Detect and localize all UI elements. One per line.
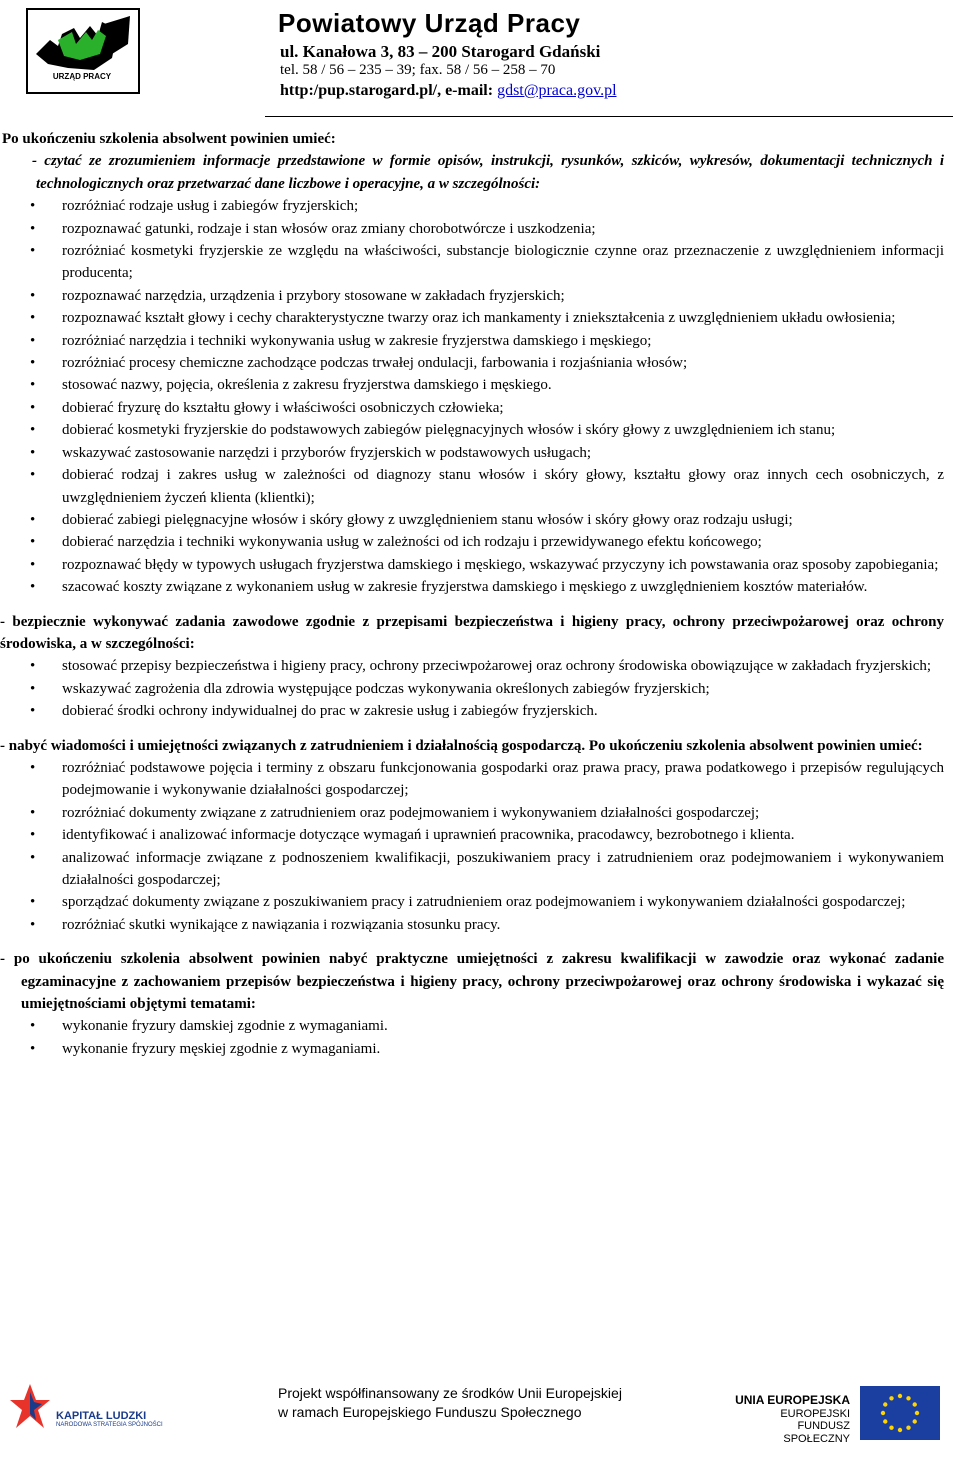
email-link[interactable]: gdst@praca.gov.pl: [497, 82, 617, 99]
list-item: • dobierać fryzurę do kształtu głowy i właściwości osobniczych człowieka;: [0, 397, 944, 419]
eu-fund-label: [730, 1394, 850, 1445]
intro-text: - czytać ze zrozumieniem informacje przedstawione w formie opisów, instrukcji, rysunków, szkiców, wykresów, dokumentacji technicznych i technologicznych oraz przetwarzać dane liczbowe i operacyjne, a w szczególności:: [32, 153, 944, 192]
list-item: • identyfikować i analizować informacje dotyczące wymagań i uprawnień pracownika, pracodawcy, bezrobotnego i klienta.: [0, 824, 944, 846]
list-item: • rozpoznawać narzędzia, urządzenia i przybory stosowane w zakładach fryzjerskich;: [0, 285, 944, 307]
list-item: • dobierać środki ochrony indywidualnej do prac w zakresie usług i zabiegów fryzjerskich.: [0, 700, 944, 722]
eu-star-icon: [898, 1394, 902, 1398]
eu-star-icon: [913, 1419, 917, 1423]
list-item: • rozpoznawać gatunki, rodzaje i stan włosów oraz zmiany chorobotwórcze i uszkodzenia;: [0, 218, 944, 240]
cofinancing-line-1: Projekt współfinansowany ze środków Unii Europejskiej: [278, 1385, 622, 1401]
intro-title: Po ukończeniu szkolenia absolwent powinien umieć:: [2, 131, 336, 147]
eu-label-line-1: UNIA EUROPEJSKA: [735, 1393, 850, 1407]
list-item: • rozpoznawać kształt głowy i cechy charakterystyczne twarzy oraz ich mankamenty i zniekształcenia z uwzględnieniem układu owłosienia;: [0, 307, 944, 329]
eu-star-icon: [898, 1428, 902, 1432]
eu-star-icon: [889, 1426, 893, 1430]
office-web: [280, 82, 617, 100]
list-item: • dobierać kosmetyki fryzjerskie do podstawowych zabiegów pielęgnacyjnych włosów i skóry głowy z uwzględnieniem ich stanu;: [0, 419, 944, 441]
list-item: • rozróżniać rodzaje usług i zabiegów fryzjerskich;: [0, 195, 944, 217]
eu-star-icon: [889, 1396, 893, 1400]
kapital-ludzki-logo: [10, 1382, 170, 1438]
list-item: • stosować przepisy bezpieczeństwa i higieny pracy, ochrony przeciwpożarowej oraz ochrony środowiska obowiązujące w zakładach fryzjerskich;: [0, 655, 944, 677]
eu-star-icon: [906, 1396, 910, 1400]
eu-star-icon: [883, 1402, 887, 1406]
list-item: • wykonanie fryzury damskiej zgodnie z wymaganiami.: [0, 1015, 944, 1037]
skills-list-1: [0, 195, 944, 598]
logo-caption: URZĄD PRACY: [52, 72, 112, 81]
list-item: • sporządzać dokumenty związane z poszukiwaniem pracy i zatrudnieniem oraz podejmowaniem i wykonywaniem działalności gospodarczej;: [0, 891, 944, 913]
list-item: • dobierać narzędzia i techniki wykonywania usług w zależności od ich rodzaju i przewidywanego efektu końcowego;: [0, 531, 944, 553]
eu-star-icon: [906, 1426, 910, 1430]
office-title: Powiatowy Urząd Pracy: [278, 8, 581, 38]
urzad-pracy-logo: [26, 8, 140, 94]
list-item: • dobierać zabiegi pielęgnacyjne włosów i skóry głowy z uwzględnieniem stanu włosów i skóry głowy oraz rodzaju usługi;: [0, 509, 944, 531]
eu-star-icon: [913, 1402, 917, 1406]
list-item: • wykonanie fryzury męskiej zgodnie z wymaganiami.: [0, 1038, 944, 1060]
document-body: [0, 128, 944, 1060]
cofinancing-note: [278, 1384, 622, 1422]
eu-star-icon: [915, 1411, 919, 1415]
star-figure-icon: [10, 1382, 50, 1432]
skills-list-4: [0, 1015, 944, 1060]
list-item: • rozróżniać kosmetyki fryzjerskie ze względu na właściwości, substancje biologicznie czynne oraz przeznaczenie z uwzględnieniem informacji producenta;: [0, 240, 944, 285]
office-phones: tel. 58 / 56 – 235 – 39; fax. 58 / 56 – 258 – 70: [280, 62, 556, 78]
eu-star-icon: [881, 1411, 885, 1415]
list-item: • rozróżniać procesy chemiczne zachodzące podczas trwałej ondulacji, farbowania i rozjaśniania włosów;: [0, 352, 944, 374]
section3-title: - nabyć wiadomości i umiejętności związanych z zatrudnieniem i działalnością gospodarczą. Po ukończeniu szkolenia absolwent powinien umieć:: [0, 737, 923, 754]
list-item: • dobierać rodzaj i zakres usług w zależności od diagnozy stanu włosów i skóry głowy, kształtu głowy oraz innych cech osobniczych, z uwzględnieniem życzeń klienta (klientki);: [0, 464, 944, 509]
list-item: • wskazywać zagrożenia dla zdrowia występujące podczas wykonywania określonych zabiegów fryzjerskich;: [0, 678, 944, 700]
list-item: • wskazywać zastosowanie narzędzi i przyborów fryzjerskich w podstawowych usługach;: [0, 442, 944, 464]
footer: [0, 1372, 960, 1452]
office-address: ul. Kanałowa 3, 83 – 200 Starogard Gdański: [280, 42, 601, 61]
list-item: • rozróżniać narzędzia i techniki wykonywania usług w zakresie fryzjerstwa damskiego i męskiego;: [0, 330, 944, 352]
eu-flag-icon: [860, 1386, 940, 1440]
section4-title: - po ukończeniu szkolenia absolwent powinien nabyć praktyczne umiejętności z zakresu kwalifikacji w zawodzie oraz wykonać zadanie egzaminacyjne z zachowaniem przepisów bezpieczeństwa i higieny pracy, ochrony przeciwpożarowej oraz ochrony środowiska i wykazać się umiejętnościami objętymi tematami:: [0, 951, 944, 1013]
list-item: • analizować informacje związane z podnoszeniem kwalifikacji, poszukiwaniem pracy i zatrudnieniem oraz podejmowaniem i wykonywaniem działalności gospodarczej;: [0, 847, 944, 892]
list-item: • stosować nazwy, pojęcia, określenia z zakresu fryzjerstwa damskiego i męskiego.: [0, 374, 944, 396]
eu-label-line-3: FUNDUSZ SPOŁECZNY: [783, 1420, 850, 1445]
list-item: • rozróżniać podstawowe pojęcia i terminy z obszaru funkcjonowania gospodarki oraz prawa pracy, prawa podatkowego i przepisów regulujących podejmowanie i wykonywanie działalności gospodarczej;: [0, 757, 944, 802]
letterhead: [0, 0, 960, 110]
section2-title: - bezpiecznie wykonywać zadania zawodowe zgodnie z przepisami bezpieczeństwa i higieny pracy, ochrony przeciwpożarowej oraz ochrony środowiska, a w szczególności:: [0, 613, 944, 652]
kapital-ludzki-title: KAPITAŁ LUDZKI: [56, 1410, 147, 1422]
cofinancing-line-2: w ramach Europejskiego Funduszu Społecznego: [278, 1404, 582, 1420]
kapital-ludzki-subtitle: NARODOWA STRATEGIA SPÓJNOŚCI: [56, 1422, 163, 1428]
list-item: • rozróżniać skutki wynikające z nawiązania i rozwiązania stosunku pracy.: [0, 914, 944, 936]
list-item: • rozpoznawać błędy w typowych usługach fryzjerstwa damskiego i męskiego, wskazywać przyczyny ich powstawania oraz sposoby zapobiegania;: [0, 554, 944, 576]
eu-label-line-2: EUROPEJSKI: [780, 1407, 850, 1420]
skills-list-2: [0, 655, 944, 722]
web-address: http:/pup.starogard.pl/, e-mail:: [280, 82, 498, 99]
list-item: • rozróżniać dokumenty związane z zatrudnieniem oraz podejmowaniem i wykonywaniem działalności gospodarczej;: [0, 802, 944, 824]
header-divider: [265, 116, 953, 117]
list-item: • szacować koszty związane z wykonaniem usług w zakresie fryzjerstwa damskiego i męskiego z uwzględnieniem kosztów materiałów.: [0, 576, 944, 598]
skills-list-3: [0, 757, 944, 936]
eu-star-icon: [883, 1419, 887, 1423]
